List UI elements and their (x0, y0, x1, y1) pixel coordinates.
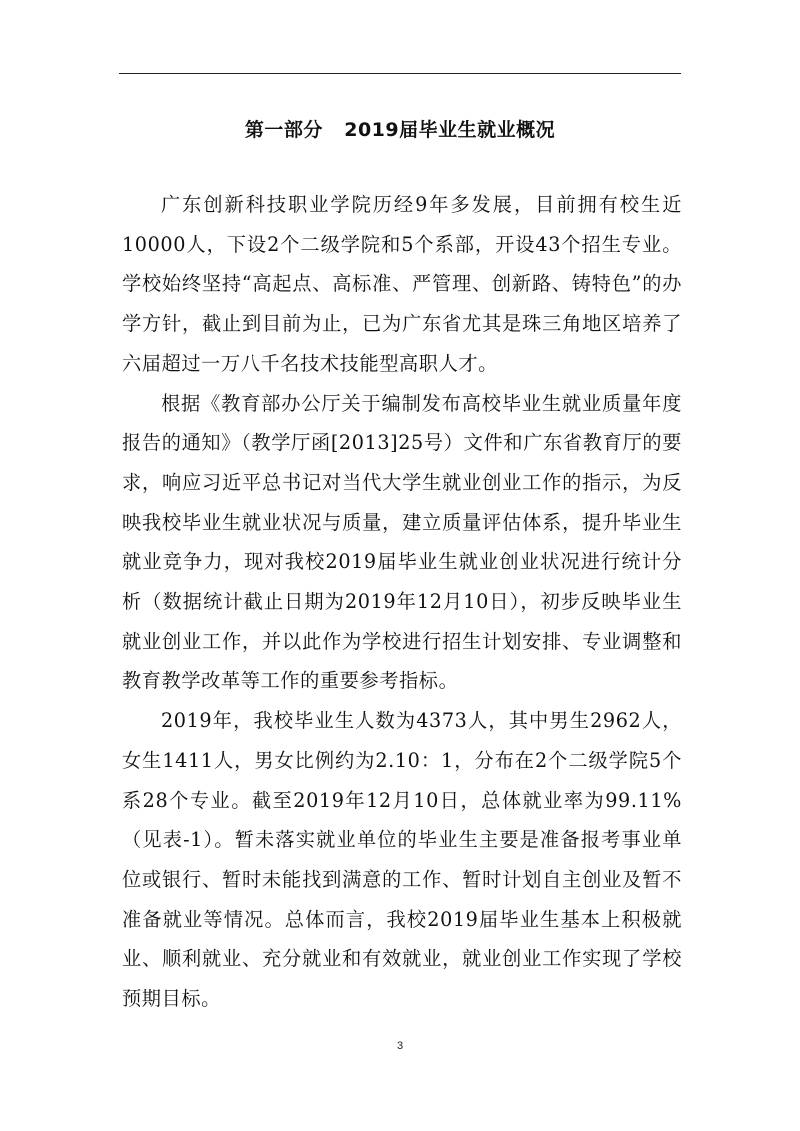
paragraph-statistics: 2019年，我校毕业生人数为4373人，其中男生2962人，女生1411人，男女比例约为2.10：1，分布在2个二级学院5个系28个专业。截至2019年12月10日，总体就业率为99.11%（见表-1）。暂未落实就业单位的毕业生主要是准备报考事业单位或银行、暂时未能找到满意的工作、暂时计划自主创业及暂不准备就业等情况。总体而言，我校2019届毕业生基本上积极就业、顺利就业、充分就业和有效就业，就业创业工作实现了学校预期目标。 (122, 709, 682, 1011)
paragraph-purpose: 根据《教育部办公厅关于编制发布高校毕业生就业质量年度报告的通知》（教学厅函[2013]25号）文件和广东省教育厅的要求，响应习近平总书记对当代大学生就业创业工作的指示，为反映我校毕业生就业状况与质量，建立质量评估体系，提升毕业生就业竞争力，现对我校2019届毕业生就业创业状况进行统计分析（数据统计截止日期为2019年12月10日），初步反映毕业生就业创业工作，并以此作为学校进行招生计划安排、专业调整和教育教学改革等工作的重要参考指标。 (122, 391, 682, 693)
section-title: 第一部分 2019届毕业生就业概况 (244, 118, 556, 141)
page-number: 3 (396, 1040, 404, 1052)
header-rule (119, 73, 681, 74)
body-text (122, 185, 682, 1019)
paragraph-intro: 广东创新科技职业学院历经9年多发展，目前拥有校生近10000人，下设2个二级学院和5个系部，开设43个招生专业。学校始终坚持“高起点、高标准、严管理、创新路、铸特色”的办学方针，截止到目前为止，已为广东省尤其是珠三角地区培养了六届超过一万八千名技术技能型高职人才。 (122, 193, 682, 375)
